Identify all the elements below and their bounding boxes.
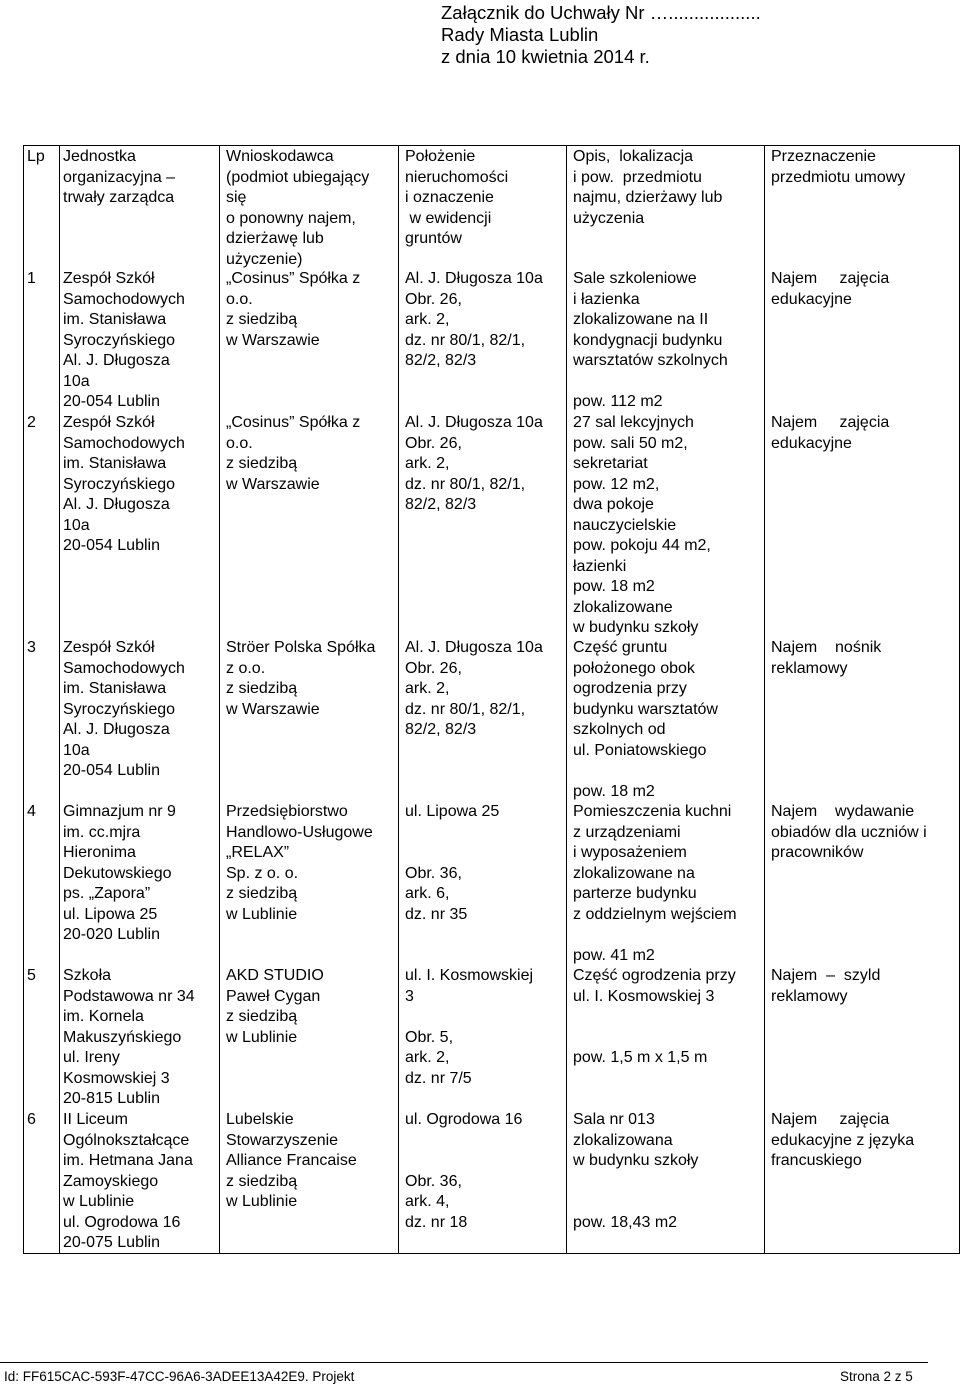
cell-applicant-line: o.o. xyxy=(226,290,253,308)
cell-description-line: nauczycielskie xyxy=(573,516,677,534)
cell-location-line: dz. nr 18 xyxy=(405,1213,468,1231)
cell-description xyxy=(573,269,728,413)
cell-description-line: zlokalizowane xyxy=(573,598,673,616)
cell-location xyxy=(405,413,543,516)
cell-location-line: dz. nr 7/5 xyxy=(405,1069,472,1087)
cell-applicant-line: z siedzibą xyxy=(226,680,298,697)
cell-applicant-line: AKD STUDIO xyxy=(226,967,324,984)
cell-location-line xyxy=(405,823,499,844)
cell-description xyxy=(573,1110,698,1233)
cell-unit xyxy=(63,413,185,557)
cell-description-line: z urządzeniami xyxy=(573,823,681,841)
cell-description-line: pow. 112 m2 xyxy=(573,393,663,410)
cell-purpose xyxy=(771,1110,914,1172)
cell-location-line: Obr. 5, xyxy=(405,1028,454,1046)
cell-description-line: warsztatów szkolnych xyxy=(573,352,728,369)
column-header-purpose-line: przedmiotu umowy xyxy=(771,168,906,186)
column-header-location-line: gruntów xyxy=(405,230,462,247)
cell-applicant-line: w Lublinie xyxy=(226,1028,298,1046)
cell-purpose-line: reklamowy xyxy=(771,659,848,677)
cell-unit xyxy=(63,638,185,782)
cell-location-line: ul. Lipowa 25 xyxy=(405,803,500,820)
cell-applicant-line: z siedzibą xyxy=(226,1008,298,1025)
column-header-applicant-line: o ponowny najem, xyxy=(226,209,356,227)
cell-location xyxy=(405,1110,522,1233)
column-header-unit-line: organizacyjna – xyxy=(63,168,176,186)
grid-line xyxy=(219,145,220,1254)
column-header-applicant-line: użyczenie) xyxy=(226,250,303,268)
footer-page-number: Strona 2 z 5 xyxy=(840,1369,913,1384)
cell-description xyxy=(573,802,737,966)
cell-unit-line: Makuszyńskiego xyxy=(63,1028,182,1046)
cell-applicant-line: z siedzibą xyxy=(226,311,298,328)
cell-location-line: dz. nr 80/1, 82/1, xyxy=(405,700,526,718)
grid-line xyxy=(23,145,24,1254)
cell-applicant xyxy=(226,966,324,1048)
cell-applicant-line: Lubelskie xyxy=(226,1111,294,1128)
cell-description-line: sekretariat xyxy=(573,455,648,472)
row-number: 2 xyxy=(27,414,36,431)
cell-location xyxy=(405,269,543,372)
cell-location-line: Al. J. Długosza 10a xyxy=(405,414,543,431)
cell-purpose-line: edukacyjne z języka xyxy=(771,1131,915,1149)
cell-unit-line: ul. Ogrodowa 16 xyxy=(63,1213,181,1231)
cell-purpose-line: edukacyjne xyxy=(771,434,852,452)
cell-location-line: dz. nr 35 xyxy=(405,905,468,923)
cell-unit-line: II Liceum xyxy=(63,1111,128,1128)
cell-unit-line: Syroczyńskiego xyxy=(63,475,176,493)
cell-applicant-line: o.o. xyxy=(226,434,253,452)
cell-applicant xyxy=(226,413,360,495)
cell-applicant xyxy=(226,638,375,720)
cell-description-line: pow. 1,5 m x 1,5 m xyxy=(573,1049,708,1066)
cell-description-line: Część ogrodzenia przy xyxy=(573,967,736,984)
cell-applicant-line: w Lublinie xyxy=(226,905,298,923)
cell-purpose-line: Najem nośnik xyxy=(771,639,882,656)
column-header-unit-line: trwały zarządca xyxy=(63,189,175,206)
cell-unit-line: Szkoła xyxy=(63,967,112,984)
cell-description-line: Pomieszczenia kuchni xyxy=(573,803,732,820)
column-header-purpose xyxy=(771,147,905,188)
cell-location-line: Obr. 26, xyxy=(405,290,462,308)
cell-description-line xyxy=(573,925,737,946)
cell-unit-line: Hieronima xyxy=(63,844,136,861)
column-header-location-line: nieruchomości xyxy=(405,168,509,186)
cell-unit-line: Zespół Szkół xyxy=(63,414,155,431)
cell-applicant-line: Przedsiębiorstwo xyxy=(226,803,348,820)
cell-description-line xyxy=(573,1192,698,1213)
cell-description-line: 27 sal lekcyjnych xyxy=(573,414,694,431)
cell-description-line: pow. 12 m2, xyxy=(573,475,660,493)
header-line-3: z dnia 10 kwietnia 2014 r. xyxy=(441,46,650,67)
cell-unit xyxy=(63,802,176,946)
cell-applicant-line: z o.o. xyxy=(226,659,266,677)
cell-applicant-line: w Lublinie xyxy=(226,1193,298,1210)
cell-location xyxy=(405,966,533,1089)
cell-applicant-line: Handlowo-Usługowe xyxy=(226,823,373,841)
cell-unit-line: im. cc.mjra xyxy=(63,823,141,841)
cell-unit-line: 20-075 Lublin xyxy=(63,1234,160,1251)
cell-description xyxy=(573,638,718,802)
cell-description xyxy=(573,413,711,639)
column-header-description xyxy=(573,147,722,229)
column-header-unit-line: Jednostka xyxy=(63,148,136,165)
cell-unit-line: Al. J. Długosza xyxy=(63,496,170,513)
cell-description-line: z oddzielnym wejściem xyxy=(573,905,737,923)
column-header-applicant-line: (podmiot ubiegający xyxy=(226,168,370,186)
cell-applicant-line: „Cosinus” Spółka z xyxy=(226,414,361,431)
column-header-location-line: Położenie xyxy=(405,148,476,165)
cell-unit-line: Syroczyńskiego xyxy=(63,700,176,718)
cell-description-line: parterze budynku xyxy=(573,885,697,902)
cell-description-line: i wyposażeniem xyxy=(573,844,687,861)
cell-description-line: pow. 18,43 m2 xyxy=(573,1213,678,1231)
document-header xyxy=(441,2,761,68)
cell-unit-line: w Lublinie xyxy=(63,1193,135,1210)
cell-unit-line: Podstawowa nr 34 xyxy=(63,987,195,1005)
cell-purpose-line: Najem – szyld xyxy=(771,967,881,984)
grid-line xyxy=(566,145,567,1254)
cell-purpose xyxy=(771,413,889,454)
cell-location-line: ark. 2, xyxy=(405,1049,450,1066)
cell-unit-line: ul. Ireny xyxy=(63,1049,120,1066)
grid-line xyxy=(59,145,60,1254)
column-header-applicant xyxy=(226,147,369,270)
cell-unit-line: Syroczyńskiego xyxy=(63,331,176,349)
cell-description-line: Sale szkoleniowe xyxy=(573,270,697,287)
cell-purpose-line: Najem wydawanie xyxy=(771,803,915,820)
cell-unit-line: Al. J. Długosza xyxy=(63,352,170,369)
cell-applicant-line: w Warszawie xyxy=(226,475,320,493)
cell-description-line: Część gruntu xyxy=(573,639,668,656)
cell-applicant-line: Ströer Polska Spółka xyxy=(226,639,376,656)
cell-location-line: ul. Ogrodowa 16 xyxy=(405,1111,523,1128)
row-number: 6 xyxy=(27,1111,36,1128)
cell-applicant-line: Sp. z o. o. xyxy=(226,864,299,882)
cell-purpose xyxy=(771,638,881,679)
cell-purpose-line: edukacyjne xyxy=(771,290,852,308)
column-header-unit xyxy=(63,147,175,209)
cell-unit-line: im. Hetmana Jana xyxy=(63,1152,193,1169)
cell-location-line xyxy=(405,1007,533,1028)
cell-unit-line: im. Stanisława xyxy=(63,455,167,472)
cell-unit-line: im. Kornela xyxy=(63,1008,144,1025)
cell-applicant-line: Alliance Francaise xyxy=(226,1152,357,1169)
footer-rule xyxy=(0,1362,928,1363)
cell-location-line: Al. J. Długosza 10a xyxy=(405,270,543,287)
cell-location-line: Obr. 36, xyxy=(405,864,462,882)
cell-location-line: 82/2, 82/3 xyxy=(405,721,477,738)
cell-applicant-line: z siedzibą xyxy=(226,1172,298,1190)
cell-purpose xyxy=(771,269,889,310)
cell-unit xyxy=(63,966,195,1110)
column-header-applicant-line: się xyxy=(226,189,247,206)
cell-purpose-line: Najem zajęcia xyxy=(771,414,890,431)
cell-location-line: dz. nr 80/1, 82/1, xyxy=(405,331,526,349)
cell-applicant-line: Stowarzyszenie xyxy=(226,1131,339,1149)
cell-description-line: w budynku szkoły xyxy=(573,619,699,636)
cell-unit-line: Zespół Szkół xyxy=(63,639,155,656)
cell-location-line xyxy=(405,843,499,864)
cell-applicant-line: Paweł Cygan xyxy=(226,987,321,1005)
cell-purpose-line: obiadów dla uczniów i xyxy=(771,823,927,841)
cell-description-line: położonego obok xyxy=(573,659,695,677)
cell-description-line: pow. sali 50 m2, xyxy=(573,434,688,452)
cell-description xyxy=(573,966,736,1069)
cell-applicant-line: „RELAX” xyxy=(226,844,290,861)
cell-description-line: łazienki xyxy=(573,557,627,575)
cell-description-line: budynku warsztatów xyxy=(573,700,718,718)
cell-location-line: dz. nr 80/1, 82/1, xyxy=(405,475,526,493)
cell-unit-line: Kosmowskiej 3 xyxy=(63,1069,170,1087)
cell-description-line: pow. 18 m2 xyxy=(573,782,655,800)
cell-purpose-line: Najem zajęcia xyxy=(771,1111,890,1128)
cell-location-line: Obr. 36, xyxy=(405,1172,462,1190)
cell-description-line: dwa pokoje xyxy=(573,496,654,513)
column-header-location-line: w ewidencji xyxy=(405,209,492,227)
cell-purpose xyxy=(771,966,880,1007)
cell-location-line: ark. 2, xyxy=(405,455,450,472)
cell-location-line: Al. J. Długosza 10a xyxy=(405,639,543,656)
cell-purpose-line: pracowników xyxy=(771,844,864,861)
cell-applicant-line: w Warszawie xyxy=(226,331,320,349)
cell-description-line: zlokalizowana xyxy=(573,1131,673,1149)
cell-description-line xyxy=(573,372,728,393)
cell-location-line xyxy=(405,1151,522,1172)
cell-location-line: Obr. 26, xyxy=(405,659,462,677)
cell-unit-line: 20-815 Lublin xyxy=(63,1090,160,1107)
column-header-lp: Lp xyxy=(27,148,45,165)
cell-applicant-line: w Warszawie xyxy=(226,700,320,718)
cell-unit-line: Samochodowych xyxy=(63,659,185,677)
column-header-location xyxy=(405,147,508,250)
cell-description-line xyxy=(573,1028,736,1049)
cell-applicant-line: z siedzibą xyxy=(226,885,298,902)
header-line-1: Załącznik do Uchwały Nr ….................. xyxy=(441,2,761,23)
cell-description-line: ul. I. Kosmowskiej 3 xyxy=(573,987,715,1005)
cell-unit-line: 20-054 Lublin xyxy=(63,393,160,410)
column-header-description-line: Opis, lokalizacja xyxy=(573,148,694,165)
cell-applicant-line: z siedzibą xyxy=(226,455,298,472)
cell-description-line: ul. Poniatowskiego xyxy=(573,741,707,759)
cell-location-line: ark. 2, xyxy=(405,311,450,328)
cell-unit-line: im. Stanisława xyxy=(63,311,167,328)
cell-location-line: ark. 4, xyxy=(405,1193,450,1210)
grid-line xyxy=(23,145,960,146)
cell-description-line: i łazienka xyxy=(573,290,640,308)
cell-applicant-line: „Cosinus” Spółka z xyxy=(226,270,361,287)
cell-location xyxy=(405,638,543,741)
cell-unit-line: Zespół Szkół xyxy=(63,270,155,287)
cell-unit-line: 20-054 Lublin xyxy=(63,537,160,554)
cell-unit-line: 10a xyxy=(63,741,90,759)
cell-description-line: zlokalizowane na xyxy=(573,864,695,882)
grid-line xyxy=(398,145,399,1254)
cell-location-line: ark. 2, xyxy=(405,680,450,697)
footer-id: Id: FF615CAC-593F-47CC-96A6-3ADEE13A42E9. Projekt xyxy=(4,1369,355,1384)
grid-line xyxy=(764,145,765,1254)
cell-unit-line: 10a xyxy=(63,516,90,534)
cell-unit-line: Gimnazjum nr 9 xyxy=(63,803,176,820)
cell-description-line: pow. 18 m2 xyxy=(573,578,655,595)
cell-unit-line: Zamoyskiego xyxy=(63,1172,159,1190)
cell-unit-line: 20-054 Lublin xyxy=(63,762,160,779)
cell-unit xyxy=(63,269,185,413)
cell-purpose-line: francuskiego xyxy=(771,1152,862,1169)
cell-location-line: 82/2, 82/3 xyxy=(405,352,477,369)
cell-unit-line: Samochodowych xyxy=(63,434,185,452)
cell-unit-line: 10a xyxy=(63,372,90,390)
cell-unit-line: Ogólnokształcące xyxy=(63,1131,190,1149)
column-header-applicant-line: dzierżawę lub xyxy=(226,230,324,247)
cell-description-line xyxy=(573,1172,698,1193)
cell-applicant xyxy=(226,802,373,925)
cell-applicant xyxy=(226,269,360,351)
cell-location xyxy=(405,802,499,925)
cell-purpose-line: Najem zajęcia xyxy=(771,270,890,287)
cell-unit-line: Al. J. Długosza xyxy=(63,721,170,738)
cell-unit-line: 20-020 Lublin xyxy=(63,926,160,943)
cell-unit-line: Dekutowskiego xyxy=(63,864,172,882)
column-header-applicant-line: Wnioskodawca xyxy=(226,148,334,165)
cell-description-line xyxy=(573,1007,736,1028)
cell-description-line: ogrodzenia przy xyxy=(573,680,687,697)
cell-location-line: 3 xyxy=(405,987,414,1005)
cell-description-line: pow. pokoju 44 m2, xyxy=(573,537,711,554)
cell-unit xyxy=(63,1110,193,1254)
cell-purpose xyxy=(771,802,927,864)
row-number: 3 xyxy=(27,639,36,656)
column-header-purpose-line: Przeznaczenie xyxy=(771,148,876,165)
column-header-description-line: najmu, dzierżawy lub xyxy=(573,189,723,206)
column-header-location-line: i oznaczenie xyxy=(405,189,494,206)
column-header-description-line: użyczenia xyxy=(573,209,645,227)
cell-location-line: Obr. 26, xyxy=(405,434,462,452)
cell-description-line xyxy=(573,761,718,782)
cell-location-line xyxy=(405,1131,522,1152)
header-line-2: Rady Miasta Lublin xyxy=(441,24,599,45)
cell-description-line: zlokalizowane na II xyxy=(573,311,709,328)
cell-description-line: kondygnacji budynku xyxy=(573,331,723,349)
cell-location-line: ul. I. Kosmowskiej xyxy=(405,967,534,984)
cell-unit-line: ps. „Zapora” xyxy=(63,885,151,902)
row-number: 4 xyxy=(27,803,36,820)
cell-applicant xyxy=(226,1110,357,1213)
cell-unit-line: ul. Lipowa 25 xyxy=(63,905,158,923)
cell-description-line: pow. 41 m2 xyxy=(573,946,655,964)
cell-unit-line: im. Stanisława xyxy=(63,680,167,697)
cell-description-line: Sala nr 013 xyxy=(573,1111,655,1128)
cell-location-line: ark. 6, xyxy=(405,885,450,902)
cell-location-line: 82/2, 82/3 xyxy=(405,496,477,513)
cell-unit-line: Samochodowych xyxy=(63,290,185,308)
row-number: 5 xyxy=(27,967,36,984)
cell-purpose-line: reklamowy xyxy=(771,987,848,1005)
row-number: 1 xyxy=(27,270,36,287)
cell-description-line: w budynku szkoły xyxy=(573,1152,699,1169)
column-header-description-line: i pow. przedmiotu xyxy=(573,168,702,186)
cell-description-line: szkolnych od xyxy=(573,721,666,738)
